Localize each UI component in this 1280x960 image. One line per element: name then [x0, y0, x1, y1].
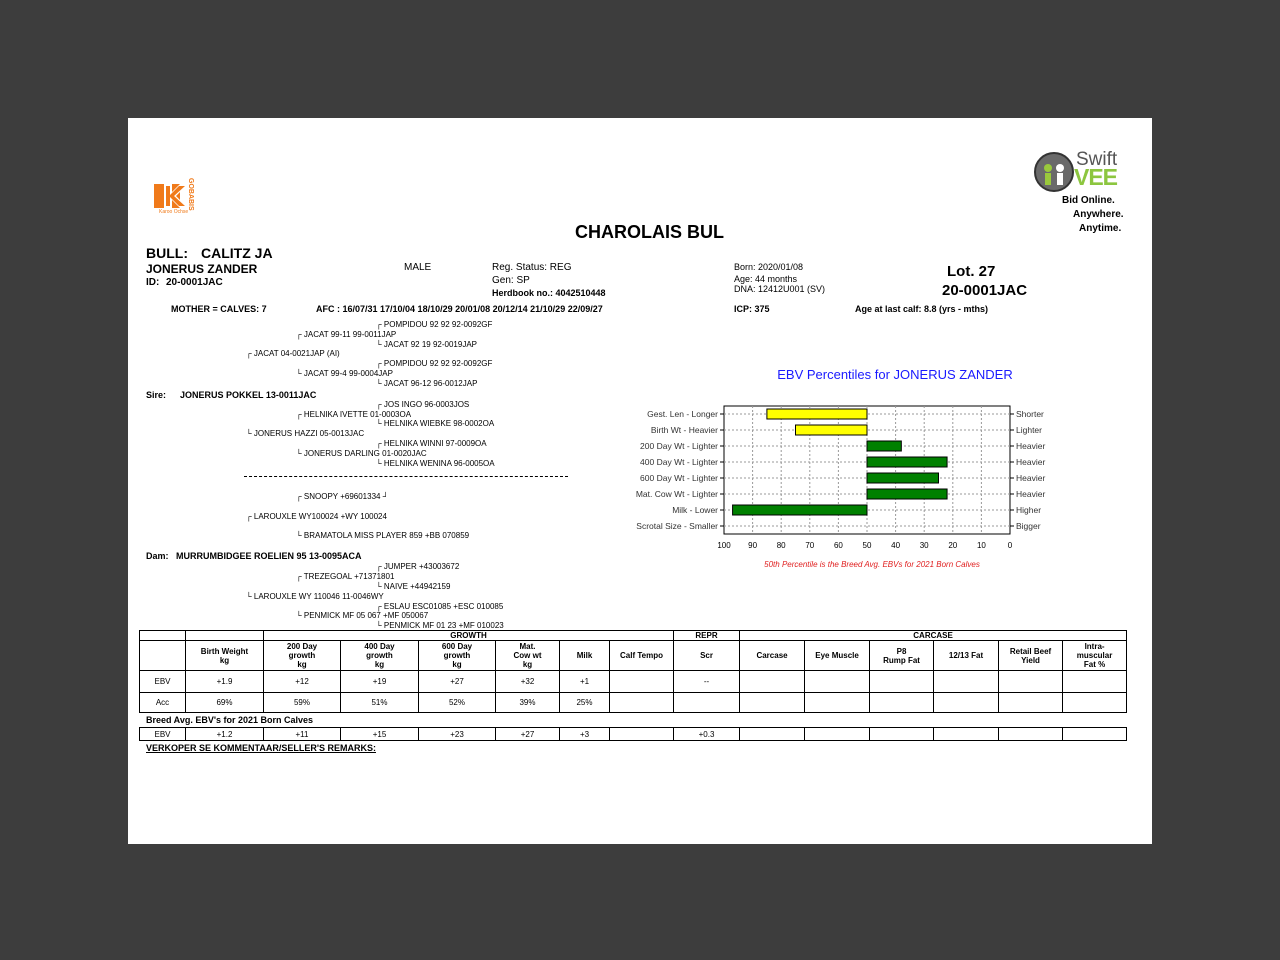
table-row [140, 728, 1127, 741]
table-cell [674, 693, 740, 713]
column-header: Calf Tempo [610, 641, 674, 671]
pedigree-entry: └ PENMICK MF 05 067 +MF 050067 [296, 611, 429, 620]
pedigree-entry: ┌ POMPIDOU 92 92 92-0092GF [376, 359, 493, 368]
x-tick-label: 90 [748, 541, 758, 550]
pedigree-entry: ┌ TREZEGOAL +71371801 [296, 572, 395, 581]
column-header: Intra- muscular Fat % [1063, 641, 1127, 671]
swiftvee-circle-icon [1032, 150, 1076, 194]
table-cell: +19 [341, 671, 419, 693]
sire-label: Sire: [146, 390, 167, 400]
x-tick-label: 80 [776, 541, 786, 550]
table-cell [740, 671, 805, 693]
table-cell: 59% [264, 693, 341, 713]
pedigree-entry: └ PENMICK MF 01 23 +MF 010023 [376, 621, 504, 630]
bar [733, 505, 867, 515]
table-cell [1063, 671, 1127, 693]
pedigree-entry: └ HELNIKA WENINA 96-0005OA [376, 459, 495, 468]
column-header: Birth Weight kg [186, 641, 264, 671]
tag-anywhere: Anywhere. [1073, 209, 1124, 220]
ebv-row-label: EBV [140, 671, 186, 693]
chart-footnote: 50th Percentile is the Breed Avg. EBVs for 2021 Born Calves [764, 560, 980, 569]
table-cell [870, 671, 934, 693]
mother-calves: MOTHER = CALVES: 7 [171, 304, 267, 314]
table-cell [805, 693, 870, 713]
table-cell: +12 [264, 671, 341, 693]
id-label: ID: [146, 277, 160, 288]
x-tick-label: 40 [891, 541, 901, 550]
dna: DNA: 12412U001 (SV) [734, 284, 826, 294]
x-tick-label: 100 [717, 541, 731, 550]
table-cell: +32 [496, 671, 560, 693]
category-label: 600 Day Wt - Lighter [640, 473, 718, 483]
column-header: Milk [560, 641, 610, 671]
table-cell [805, 728, 870, 741]
bar [867, 489, 947, 499]
column-header: 600 Day growth kg [419, 641, 496, 671]
acc-row-label: Acc [140, 693, 186, 713]
table-cell: +1.9 [186, 671, 264, 693]
table-cell: 25% [560, 693, 610, 713]
category-label: Gest. Len - Longer [647, 409, 718, 419]
bar [767, 409, 867, 419]
category-label: 200 Day Wt - Lighter [640, 441, 718, 451]
table-cell [870, 693, 934, 713]
page-title: CHAROLAIS BUL [575, 222, 724, 242]
bull-label: BULL: [146, 245, 188, 261]
right-category-label: Heavier [1016, 457, 1046, 467]
right-category-label: Bigger [1016, 521, 1041, 531]
table-cell: +15 [341, 728, 419, 741]
table-cell: 39% [496, 693, 560, 713]
swiftvee-logo [1032, 150, 1122, 240]
swift-text: Swift [1076, 149, 1118, 170]
x-tick-label: 70 [805, 541, 815, 550]
group-carcase: CARCASE [740, 631, 1127, 641]
right-category-label: Heavier [1016, 441, 1046, 451]
pedigree-entry: ┌ ESLAU ESC01085 +ESC 010085 [376, 602, 504, 611]
breed-row-label: EBV [140, 728, 186, 741]
breed-avg-label: Breed Avg. EBV's for 2021 Born Calves [146, 715, 314, 725]
breeder-name: CALITZ JA [201, 245, 273, 261]
chart-title: EBV Percentiles for JONERUS ZANDER [777, 367, 1013, 382]
animal-id: 20-0001JAC [166, 277, 223, 288]
category-label: Mat. Cow Wt - Lighter [635, 489, 718, 499]
column-header: Carcase [740, 641, 805, 671]
table-row [140, 671, 1127, 693]
table-cell: +11 [264, 728, 341, 741]
born: Born: 2020/01/08 [734, 262, 804, 272]
table-cell: +27 [496, 728, 560, 741]
category-label: 400 Day Wt - Lighter [640, 457, 718, 467]
afc-dates: AFC : 16/07/31 17/10/04 18/10/29 20/01/08 20/12/14 21/10/29 22/09/27 [316, 304, 603, 314]
table-cell: -- [674, 671, 740, 693]
table-row [140, 693, 1127, 713]
dam-label: Dam: [146, 551, 169, 561]
sex: MALE [404, 262, 432, 273]
sire-name: JONERUS POKKEL 13-0011JAC [180, 390, 317, 400]
group-growth: GROWTH [264, 631, 674, 641]
table-cell: 52% [419, 693, 496, 713]
pedigree-entry: ┌ LAROUXLE WY100024 +WY 100024 [246, 512, 387, 521]
x-tick-label: 0 [1007, 541, 1013, 550]
gobabis-text: GOBABIS [187, 178, 194, 211]
seller-remarks-label: VERKOPER SE KOMMENTAAR/SELLER'S REMARKS: [146, 743, 376, 753]
tag-anytime: Anytime. [1079, 223, 1122, 234]
pedigree-entry: └ JACAT 96-12 96-0012JAP [376, 379, 478, 388]
lot-number: Lot. 27 [947, 263, 996, 280]
category-label: Milk - Lower [672, 505, 718, 515]
pedigree-entry: └ JONERUS HAZZI 05-0013JAC [246, 429, 365, 438]
breed-avg-table [139, 727, 1127, 741]
pedigree-entry: ┌ SNOOPY +69601334 ┘ [296, 492, 389, 501]
right-category-label: Lighter [1016, 425, 1042, 435]
icp: ICP: 375 [734, 304, 770, 314]
x-tick-label: 60 [833, 541, 843, 550]
bar [867, 441, 901, 451]
x-tick-label: 50 [862, 541, 872, 550]
document-page [128, 118, 1152, 844]
column-header: Retail Beef Yield [999, 641, 1063, 671]
group-repr: REPR [674, 631, 740, 641]
table-cell [186, 631, 264, 641]
table-cell: +27 [419, 671, 496, 693]
pedigree-entry: ┌ JACAT 99-11 99-0011JAP [296, 330, 397, 339]
table-cell [1063, 728, 1127, 741]
table-group-row [140, 631, 1127, 641]
pedigree-entry: └ JONERUS DARLING 01-0020JAC [296, 449, 427, 458]
pedigree-entry: └ BRAMATOLA MISS PLAYER 859 +BB 070859 [296, 531, 470, 540]
pedigree-entry: └ LAROUXLE WY 110046 11-0046WY [246, 592, 384, 601]
table-cell [999, 728, 1063, 741]
table-cell [740, 693, 805, 713]
bar [867, 457, 947, 467]
column-header: P8 Rump Fat [870, 641, 934, 671]
pedigree-entry: ┌ JUMPER +43003672 [376, 562, 460, 571]
pedigree-entry: └ NAIVE +44942159 [376, 582, 451, 591]
table-cell: +0.3 [674, 728, 740, 741]
table-cell [934, 671, 999, 693]
animal-name: JONERUS ZANDER [146, 262, 258, 276]
category-label: Birth Wt - Heavier [650, 425, 718, 435]
column-header: 200 Day growth kg [264, 641, 341, 671]
x-tick-label: 10 [976, 541, 986, 550]
pedigree-entry: └ JACAT 99-4 99-0004JAP [296, 369, 393, 378]
pedigree-entry: ┌ HELNIKA IVETTE 01-0003OA [296, 410, 412, 419]
table-cell [805, 671, 870, 693]
lot-id: 20-0001JAC [942, 282, 1028, 299]
reg-status: Reg. Status: REG [492, 262, 572, 273]
dam-name: MURRUMBIDGEE ROELIEN 95 13-0095ACA [176, 551, 362, 561]
x-tick-label: 20 [948, 541, 958, 550]
pedigree-entry: ┌ POMPIDOU 92 92 92-0092GF [376, 320, 493, 329]
table-cell: 69% [186, 693, 264, 713]
right-category-label: Heavier [1016, 473, 1046, 483]
table-cell [610, 671, 674, 693]
table-cell [999, 671, 1063, 693]
age-last-calf: Age at last calf: 8.8 (yrs - mths) [855, 304, 989, 314]
table-cell: +23 [419, 728, 496, 741]
vee-text: VEE [1074, 164, 1118, 190]
right-category-label: Shorter [1016, 409, 1044, 419]
age: Age: 44 months [734, 274, 798, 284]
gen: Gen: SP [492, 275, 530, 286]
table-cell: +3 [560, 728, 610, 741]
herdbook: Herdbook no.: 4042510448 [492, 288, 606, 298]
right-category-label: Heavier [1016, 489, 1046, 499]
x-tick-label: 30 [919, 541, 929, 550]
bar [796, 425, 868, 435]
table-cell [999, 693, 1063, 713]
gobabis-logo [154, 178, 202, 216]
column-header: Scr [674, 641, 740, 671]
pedigree-entry: └ HELNIKA WIEBKE 98-0002OA [376, 419, 495, 428]
bar [867, 473, 939, 483]
pedigree-divider [244, 476, 568, 477]
right-category-label: Higher [1016, 505, 1042, 515]
table-cell: +1 [560, 671, 610, 693]
category-label: Scrotal Size - Smaller [636, 521, 718, 531]
pedigree-entry: ┌ HELNIKA WINNI 97-0009OA [376, 439, 487, 448]
table-cell [1063, 693, 1127, 713]
table-cell [610, 728, 674, 741]
table-cell [140, 641, 186, 671]
ebv-table [139, 630, 1127, 713]
table-cell [610, 693, 674, 713]
table-cell: 51% [341, 693, 419, 713]
column-header: 12/13 Fat [934, 641, 999, 671]
column-header: Eye Muscle [805, 641, 870, 671]
column-header: Mat. Cow wt kg [496, 641, 560, 671]
table-header-row [140, 641, 1127, 671]
table-cell [740, 728, 805, 741]
pedigree-entry: ┌ JACAT 04-0021JAP (AI) [246, 349, 340, 358]
table-cell [140, 631, 186, 641]
karoo-tag: Karoo Ochse [159, 209, 189, 215]
table-cell [934, 693, 999, 713]
chart-svg [614, 358, 1046, 588]
table-cell [934, 728, 999, 741]
table-cell [870, 728, 934, 741]
pedigree-entry: └ JACAT 92 19 92-0019JAP [376, 340, 477, 349]
table-cell: +1.2 [186, 728, 264, 741]
pedigree-entry: ┌ JOS INGO 96-0003JOS [376, 400, 470, 409]
tag-bid-online: Bid Online. [1062, 195, 1115, 206]
column-header: 400 Day growth kg [341, 641, 419, 671]
ebv-percentile-chart [614, 358, 1046, 588]
